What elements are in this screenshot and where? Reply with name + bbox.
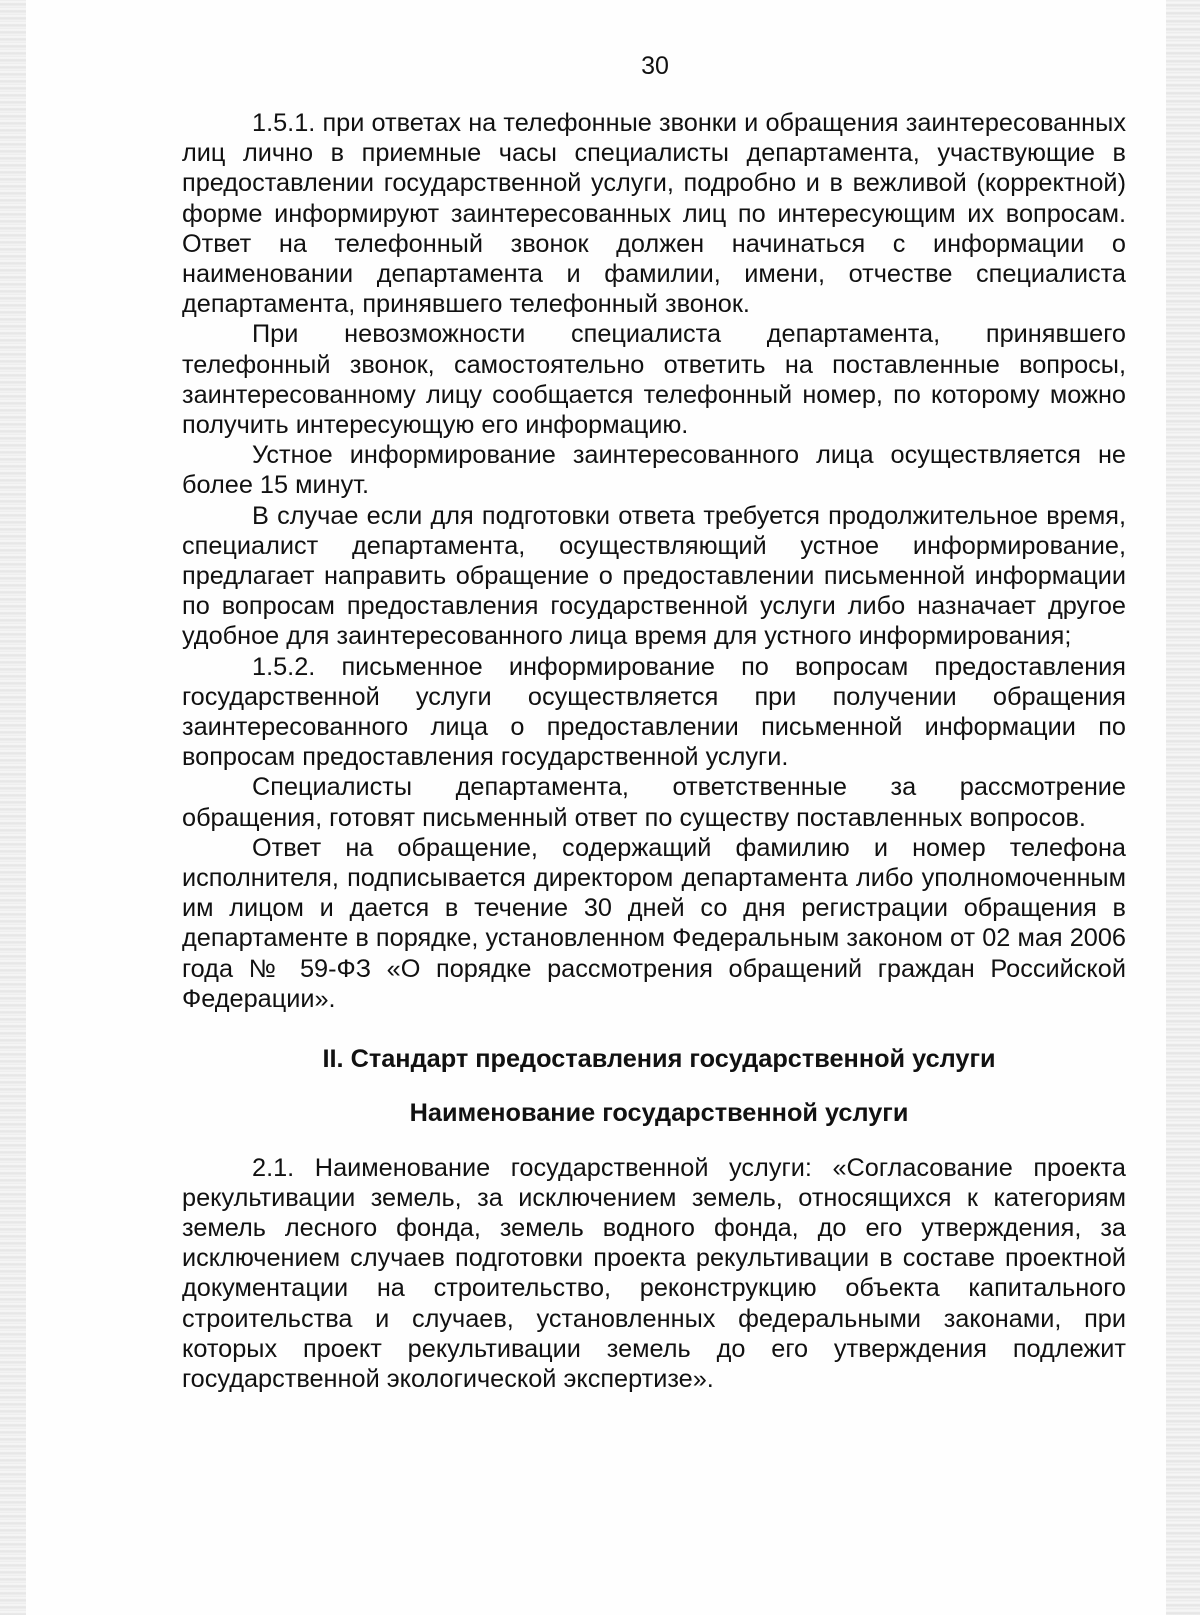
paragraph-written-answer: Специалисты департамента, ответственные за рассмотрение обращения, готовят письменный ответ по существу поставленных вопросов.: [182, 773, 1126, 832]
subsection-heading: Наименование государственной услуги: [409, 1099, 909, 1128]
paragraph-no-answer: При невозможности специалиста департамента, принявшего телефонный звонок, самостоятельно ответить на поставленные вопросы, заинтересованному лицу сообщается телефонный номер, по которому можно получить интересующую его информацию.: [182, 320, 1126, 440]
paragraph-oral-duration: Устное информирование заинтересованного лица осуществляется не более 15 минут.: [182, 441, 1126, 500]
scan-edge-right: [1166, 0, 1200, 1615]
section-heading: II. Стандарт предоставления государственной услуги: [322, 1045, 996, 1074]
paragraph-answer-signing: Ответ на обращение, содержащий фамилию и номер телефона исполнителя, подписывается директором департамента либо уполномоченным им лицом и дается в течение 30 дней со дня регистрации обращения в департаменте в порядке, установленном Федеральным законом от 02 мая 2006 года № 59-ФЗ «О порядке рассмотрения обращений граждан Российской Федерации».: [182, 833, 1126, 1013]
scan-edge-left: [0, 0, 26, 1615]
paragraph-1-5-1: 1.5.1. при ответах на телефонные звонки и обращения заинтересованных лиц лично в приемные часы специалисты департамента, участвующие в предоставлении государственной услуги, подробно и в вежливой (корректной) форме информируют заинтересованных лиц по интересующим их вопросам. Ответ на телефонный звонок должен начинаться с информации о наименовании департамента и фамилии, имени, отчестве специалиста департамента, принявшего телефонный звонок.: [182, 109, 1126, 319]
document-body: [182, 108, 1126, 1394]
paragraph-extended-time: В случае если для подготовки ответа требуется продолжительное время, специалист департамента, осуществляющий устное информирование, предлагает направить обращение о предоставлении письменной информации по вопросам предоставления государственной услуги либо назначает другое удобное для заинтересованного лица время для устного информирования;: [182, 501, 1126, 651]
page-number: 30: [641, 52, 669, 80]
paragraph-1-5-2: 1.5.2. письменное информирование по вопросам предоставления государственной услуги осуществляется при получении обращения заинтересованного лица о предоставлении письменной информации по вопросам предоставления государственной услуги.: [182, 652, 1126, 772]
paragraph-2-1: 2.1. Наименование государственной услуги: «Согласование проекта рекультивации земель, за исключением земель, относящихся к категориям земель лесного фонда, земель водного фонда, до его утверждения, за исключением случаев подготовки проекта рекультивации в составе проектной документации на строительство, реконструкцию объекта капитального строительства и случаев, установленных федеральными законами, при которых проект рекультивации земель до его утверждения подлежит государственной экологической экспертизе».: [182, 1153, 1126, 1393]
